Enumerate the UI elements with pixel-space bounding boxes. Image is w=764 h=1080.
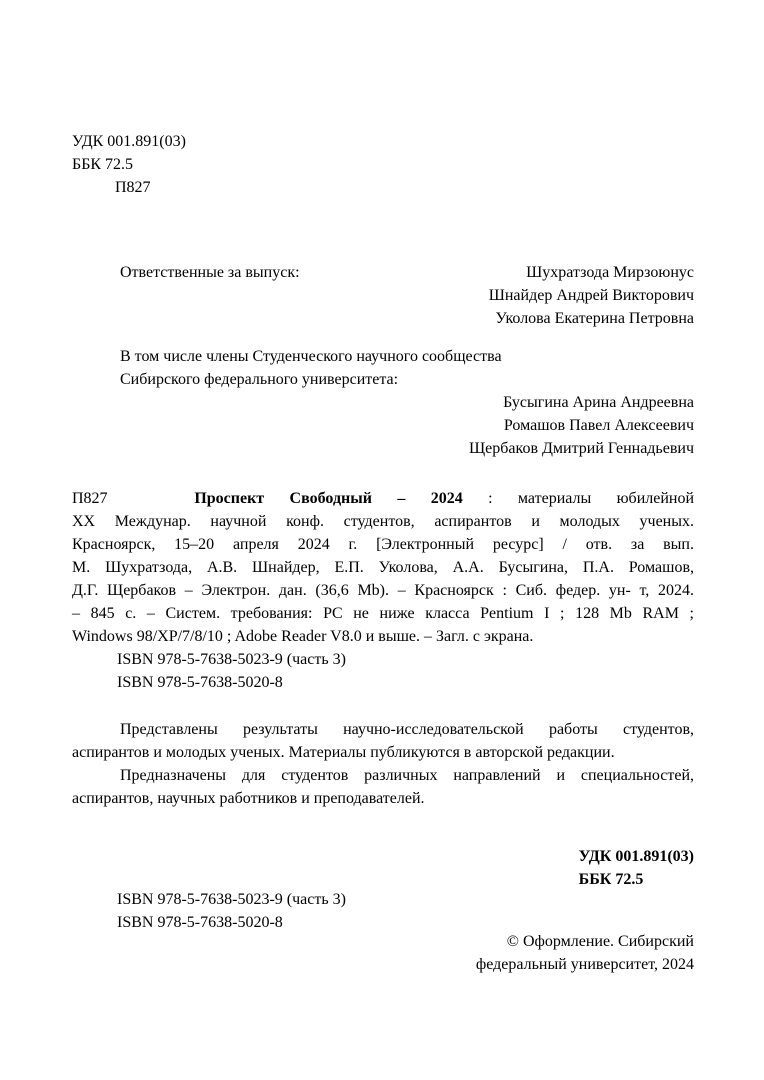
udk-code-top: УДК 001.891(03) — [72, 133, 186, 150]
responsible-name: Шнайдер Андрей Викторович — [488, 287, 694, 304]
responsible-section — [72, 261, 694, 330]
abstract-line: Представлены результаты научно-исследовательской работы студентов, — [120, 721, 694, 738]
bibliographic-description — [72, 487, 694, 694]
bottom-codes-inner — [579, 845, 694, 891]
society-member: Бусыгина Арина Андреевна — [503, 394, 694, 411]
bib-line-first — [72, 487, 694, 510]
abstract-line: аспирантов, научных работников и преподавателей. — [72, 790, 425, 807]
bib-line: Д.Г. Щербаков – Электрон. дан. (36,6 Mb). – Красноярск : Сиб. федер. ун- т, 2024. — [72, 582, 694, 599]
bib-line: М. Шухратзода, А.В. Шнайдер, Е.П. Уколова, А.А. Бусыгина, П.А. Ромашов, — [72, 559, 694, 576]
top-classification-codes — [72, 130, 694, 199]
abstract-line: аспирантов и молодых ученых. Материалы публикуются в авторской редакции. — [72, 744, 615, 761]
society-line: В том числе члены Студенческого научного сообщества — [120, 348, 502, 365]
copyright-line: © Оформление. Сибирский — [506, 933, 694, 950]
isbn-part3-bottom: ISBN 978-5-7638-5023-9 (часть 3) — [117, 891, 346, 908]
society-member: Ромашов Павел Алексеевич — [503, 417, 694, 434]
book-title: Проспект Свободный – 2024 — [194, 490, 463, 507]
bib-line: – 845 с. – Систем. требования: PC не ниже класса Pentium I ; 128 Mb RAM ; — [72, 605, 694, 622]
responsible-name: Шухратзода Мирзоюнус — [526, 264, 694, 281]
bottom-isbn-section — [72, 888, 694, 934]
society-section — [72, 345, 694, 460]
copyright-line: федеральный университет, 2024 — [475, 956, 694, 973]
bbk-code-top: ББК 72.5 — [72, 156, 134, 173]
isbn-main-bottom: ISBN 978-5-7638-5020-8 — [117, 914, 283, 931]
book-code-top: П827 — [115, 179, 151, 196]
responsible-label: Ответственные за выпуск: — [120, 264, 300, 281]
responsible-name: Уколова Екатерина Петровна — [495, 310, 694, 327]
bib-line: ХХ Междунар. научной конф. студентов, аспирантов и молодых ученых. — [72, 513, 694, 530]
bottom-classification-codes — [72, 845, 694, 891]
abstract-section — [72, 718, 694, 810]
bib-line: Красноярск, 15–20 апреля 2024 г. [Электронный ресурс] / отв. за вып. — [72, 536, 694, 553]
responsible-row — [72, 261, 694, 284]
abstract-line: Предназначены для студентов различных направлений и специальностей, — [120, 767, 694, 784]
bib-line-first-rest: : материалы юбилейной — [488, 490, 695, 507]
udk-code-bottom: УДК 001.891(03) — [578, 848, 694, 865]
copyright-notice — [72, 930, 694, 976]
bib-line: Windows 98/XP/7/8/10 ; Adobe Reader V8.0 и выше. – Загл. с экрана. — [72, 628, 534, 645]
bbk-code-bottom: ББК 72.5 — [578, 871, 644, 888]
society-line: Сибирского федерального университета: — [120, 371, 399, 388]
book-code-bib: П827 — [72, 490, 108, 507]
society-member: Щербаков Дмитрий Геннадьевич — [469, 440, 694, 457]
isbn-main: ISBN 978-5-7638-5020-8 — [117, 674, 283, 691]
isbn-part3: ISBN 978-5-7638-5023-9 (часть 3) — [117, 651, 346, 668]
